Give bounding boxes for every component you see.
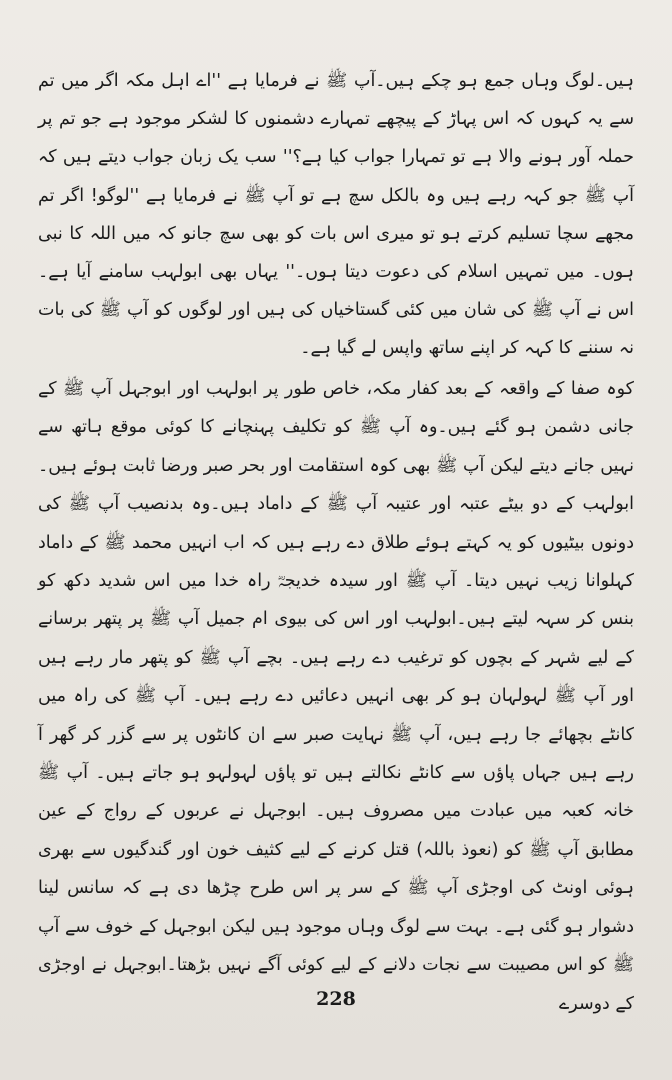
paragraph-1 bbox=[38, 62, 634, 368]
paragraph-2 bbox=[38, 370, 634, 1023]
paragraph-1-text: ہیں۔لوگ وہاں جمع ہو چکے ہیں۔آپ ﷺ نے فرمایا ہے ''اے اہل مکہ اگر میں تم سے یہ کہوں کہ اس پہاڑ کے پیچھے تمہارے دشمنوں کا لشکر موجود ہے جو تم پر حملہ آور ہونے والا ہے تو تمہارا جواب کیا ہے؟'' سب یک زبان جواب دیتے ہیں کہ آپ ﷺ جو کہہ رہے ہیں وہ بالکل سچ ہے تو آپ ﷺ نے فرمایا ہے ''لوگو! اگر تم مجھے سچا تسلیم کرتے ہو تو میری اس بات کو بھی سچ جانو کہ میں اللہ کا نبی ہوں۔ میں تمہیں اسلام کی دعوت دیتا ہوں۔'' یہاں بھی ابولہب سامنے آیا ہے۔اس نے آپ ﷺ کی شان میں کئی گستاخیاں کی ہیں اور لوگوں کو آپ ﷺ کی بات نہ سننے کا کہہ کر اپنے ساتھ واپس لے گیا ہے۔ bbox=[38, 71, 634, 359]
paragraph-2-text: کوہ صفا کے واقعہ کے بعد کفار مکہ، خاص طور پر ابولہب اور ابوجہل آپ ﷺ کے جانی دشمن ہو گئے ہیں۔وہ آپ ﷺ کو تکلیف پہنچانے کا کوئی موقع ہاتھ سے نہیں جانے دیتے لیکن آپ ﷺ بھی کوہ استقامت اور بحر صبر ورضا ثابت ہوئے ہیں۔ ابولہب کے دو بیٹے عتبہ اور عتیبہ آپ ﷺ کے داماد ہیں۔وہ بدنصیب آپ ﷺ کی دونوں بیٹیوں کو یہ کہتے ہوئے طلاق دے رہے ہیں کہ اب انہیں محمد ﷺ کے داماد کہلوانا زیب نہیں دیتا۔ آپ ﷺ اور سیدہ خدیجہؓ راہ خدا میں اس شدید دکھ کو بنس کر سہہ لیتے ہیں۔ابولہب اور اس کی بیوی ام جمیل آپ ﷺ پر پتھر برسانے کے لیے شہر کے بچوں کو ترغیب دے رہے ہیں۔ بچے آپ ﷺ کو پتھر مار رہے ہیں اور آپ ﷺ لہولہان ہو کر بھی انہیں دعائیں دے رہے ہیں۔ آپ ﷺ کی راہ میں کانٹے بچھائے جا رہے ہیں، آپ ﷺ نہایت صبر سے ان کانٹوں پر سے گزر کر گھر آ رہے ہیں جہاں پاؤں سے کانٹے نکالتے ہیں تو پاؤں لہولہو ہو جاتے ہیں۔ آپ ﷺ خانہ کعبہ میں عبادت میں مصروف ہیں۔ ابوجہل نے عربوں کے رواج کے عین مطابق آپ ﷺ کو (نعوذ باللہ) قتل کرنے کے لیے کثیف خون اور گندگیوں سے بھری ہوئی اونٹ کی اوجڑی آپ ﷺ کے سر پر اس طرح چڑھا دی ہے کہ سانس لینا دشوار ہو گئی ہے۔ بہت سے لوگ وہاں موجود ہیں لیکن ابوجہل کے خوف سے آپ ﷺ کو اس مصیبت سے نجات دلانے کے لیے کوئی آگے نہیں بڑھتا۔ابوجہل نے اوجڑی کے دوسرے bbox=[38, 379, 634, 1014]
page-number: 228 bbox=[316, 988, 356, 1010]
